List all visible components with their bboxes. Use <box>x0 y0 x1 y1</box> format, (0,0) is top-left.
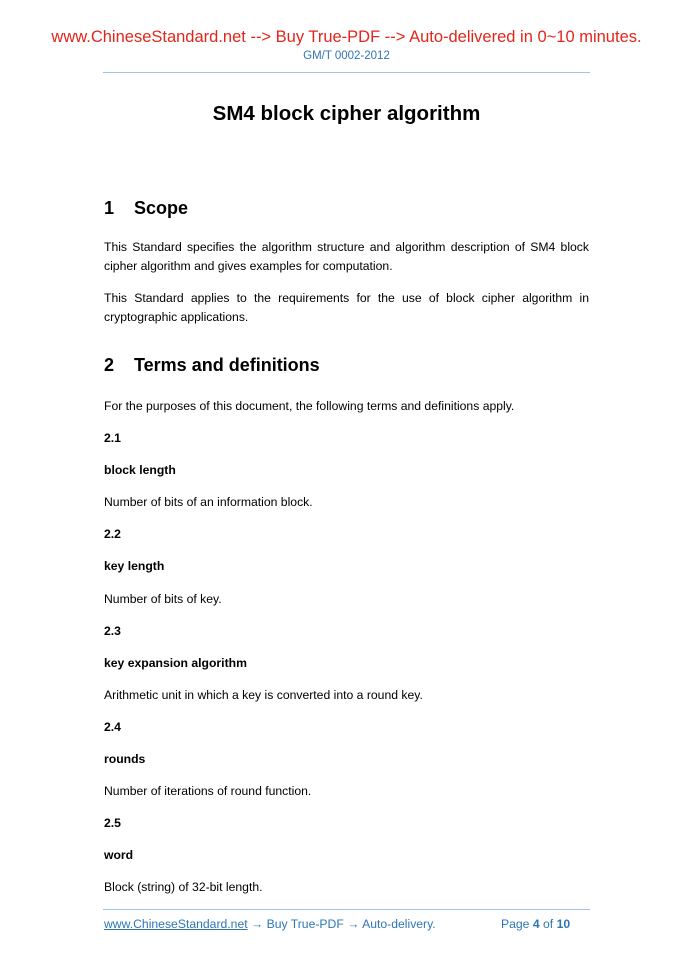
term-definition: Block (string) of 32-bit length. <box>104 880 263 894</box>
section-1-paragraph-1: This Standard specifies the algorithm structure and algorithm description of SM4 block cipher algorithm and gives examples for computation. <box>104 240 589 273</box>
footer-buy-text: Buy True-PDF <box>263 917 348 931</box>
banner-site-link[interactable]: www.ChineseStandard.net <box>51 28 246 46</box>
term-definition: Number of bits of an information block. <box>104 495 313 509</box>
footer-site-link[interactable]: www.ChineseStandard.net <box>104 917 248 931</box>
section-2-heading <box>104 354 320 376</box>
term-name: block length <box>104 463 176 477</box>
section-1-number: 1 <box>104 198 115 218</box>
page-number <box>501 916 570 932</box>
term-name: rounds <box>104 752 146 766</box>
section-2-title: Terms and definitions <box>134 355 320 375</box>
footer-divider <box>103 909 590 910</box>
section-2-number: 2 <box>104 355 115 375</box>
of-label: of <box>543 917 554 931</box>
term-number: 2.1 <box>104 431 121 445</box>
term-name: key expansion algorithm <box>104 656 247 670</box>
term-definition: Number of iterations of round function. <box>104 784 312 798</box>
page-label: Page <box>501 917 530 931</box>
top-banner[interactable] <box>0 27 693 47</box>
footer-promo[interactable] <box>104 916 436 932</box>
section-1-heading <box>104 197 188 219</box>
term-name: key length <box>104 559 165 573</box>
total-pages: 10 <box>556 917 571 931</box>
term-number: 2.4 <box>104 720 121 734</box>
banner-text: --> Buy True-PDF --> Auto-delivered in 0~10 minutes. <box>245 28 642 46</box>
arrow-right-icon: → <box>251 917 264 931</box>
section-2-intro: For the purposes of this document, the following terms and definitions apply. <box>104 399 515 413</box>
term-name: word <box>104 848 134 862</box>
section-1-title: Scope <box>134 198 189 218</box>
term-number: 2.2 <box>104 527 121 541</box>
term-definition: Arithmetic unit in which a key is converted into a round key. <box>104 688 423 702</box>
term-definition: Number of bits of key. <box>104 592 222 606</box>
section-1-paragraph-2: This Standard applies to the requirements for the use of block cipher algorithm in cryptographic applications. <box>104 291 589 324</box>
standard-code: GM/T 0002-2012 <box>303 50 390 62</box>
arrow-right-icon: → <box>347 917 360 931</box>
current-page: 4 <box>532 917 540 931</box>
term-number: 2.3 <box>104 624 121 638</box>
term-number: 2.5 <box>104 816 121 830</box>
footer-delivery-text: Auto-delivery. <box>359 917 436 931</box>
document-title: SM4 block cipher algorithm <box>212 102 481 125</box>
header-divider <box>103 72 590 73</box>
